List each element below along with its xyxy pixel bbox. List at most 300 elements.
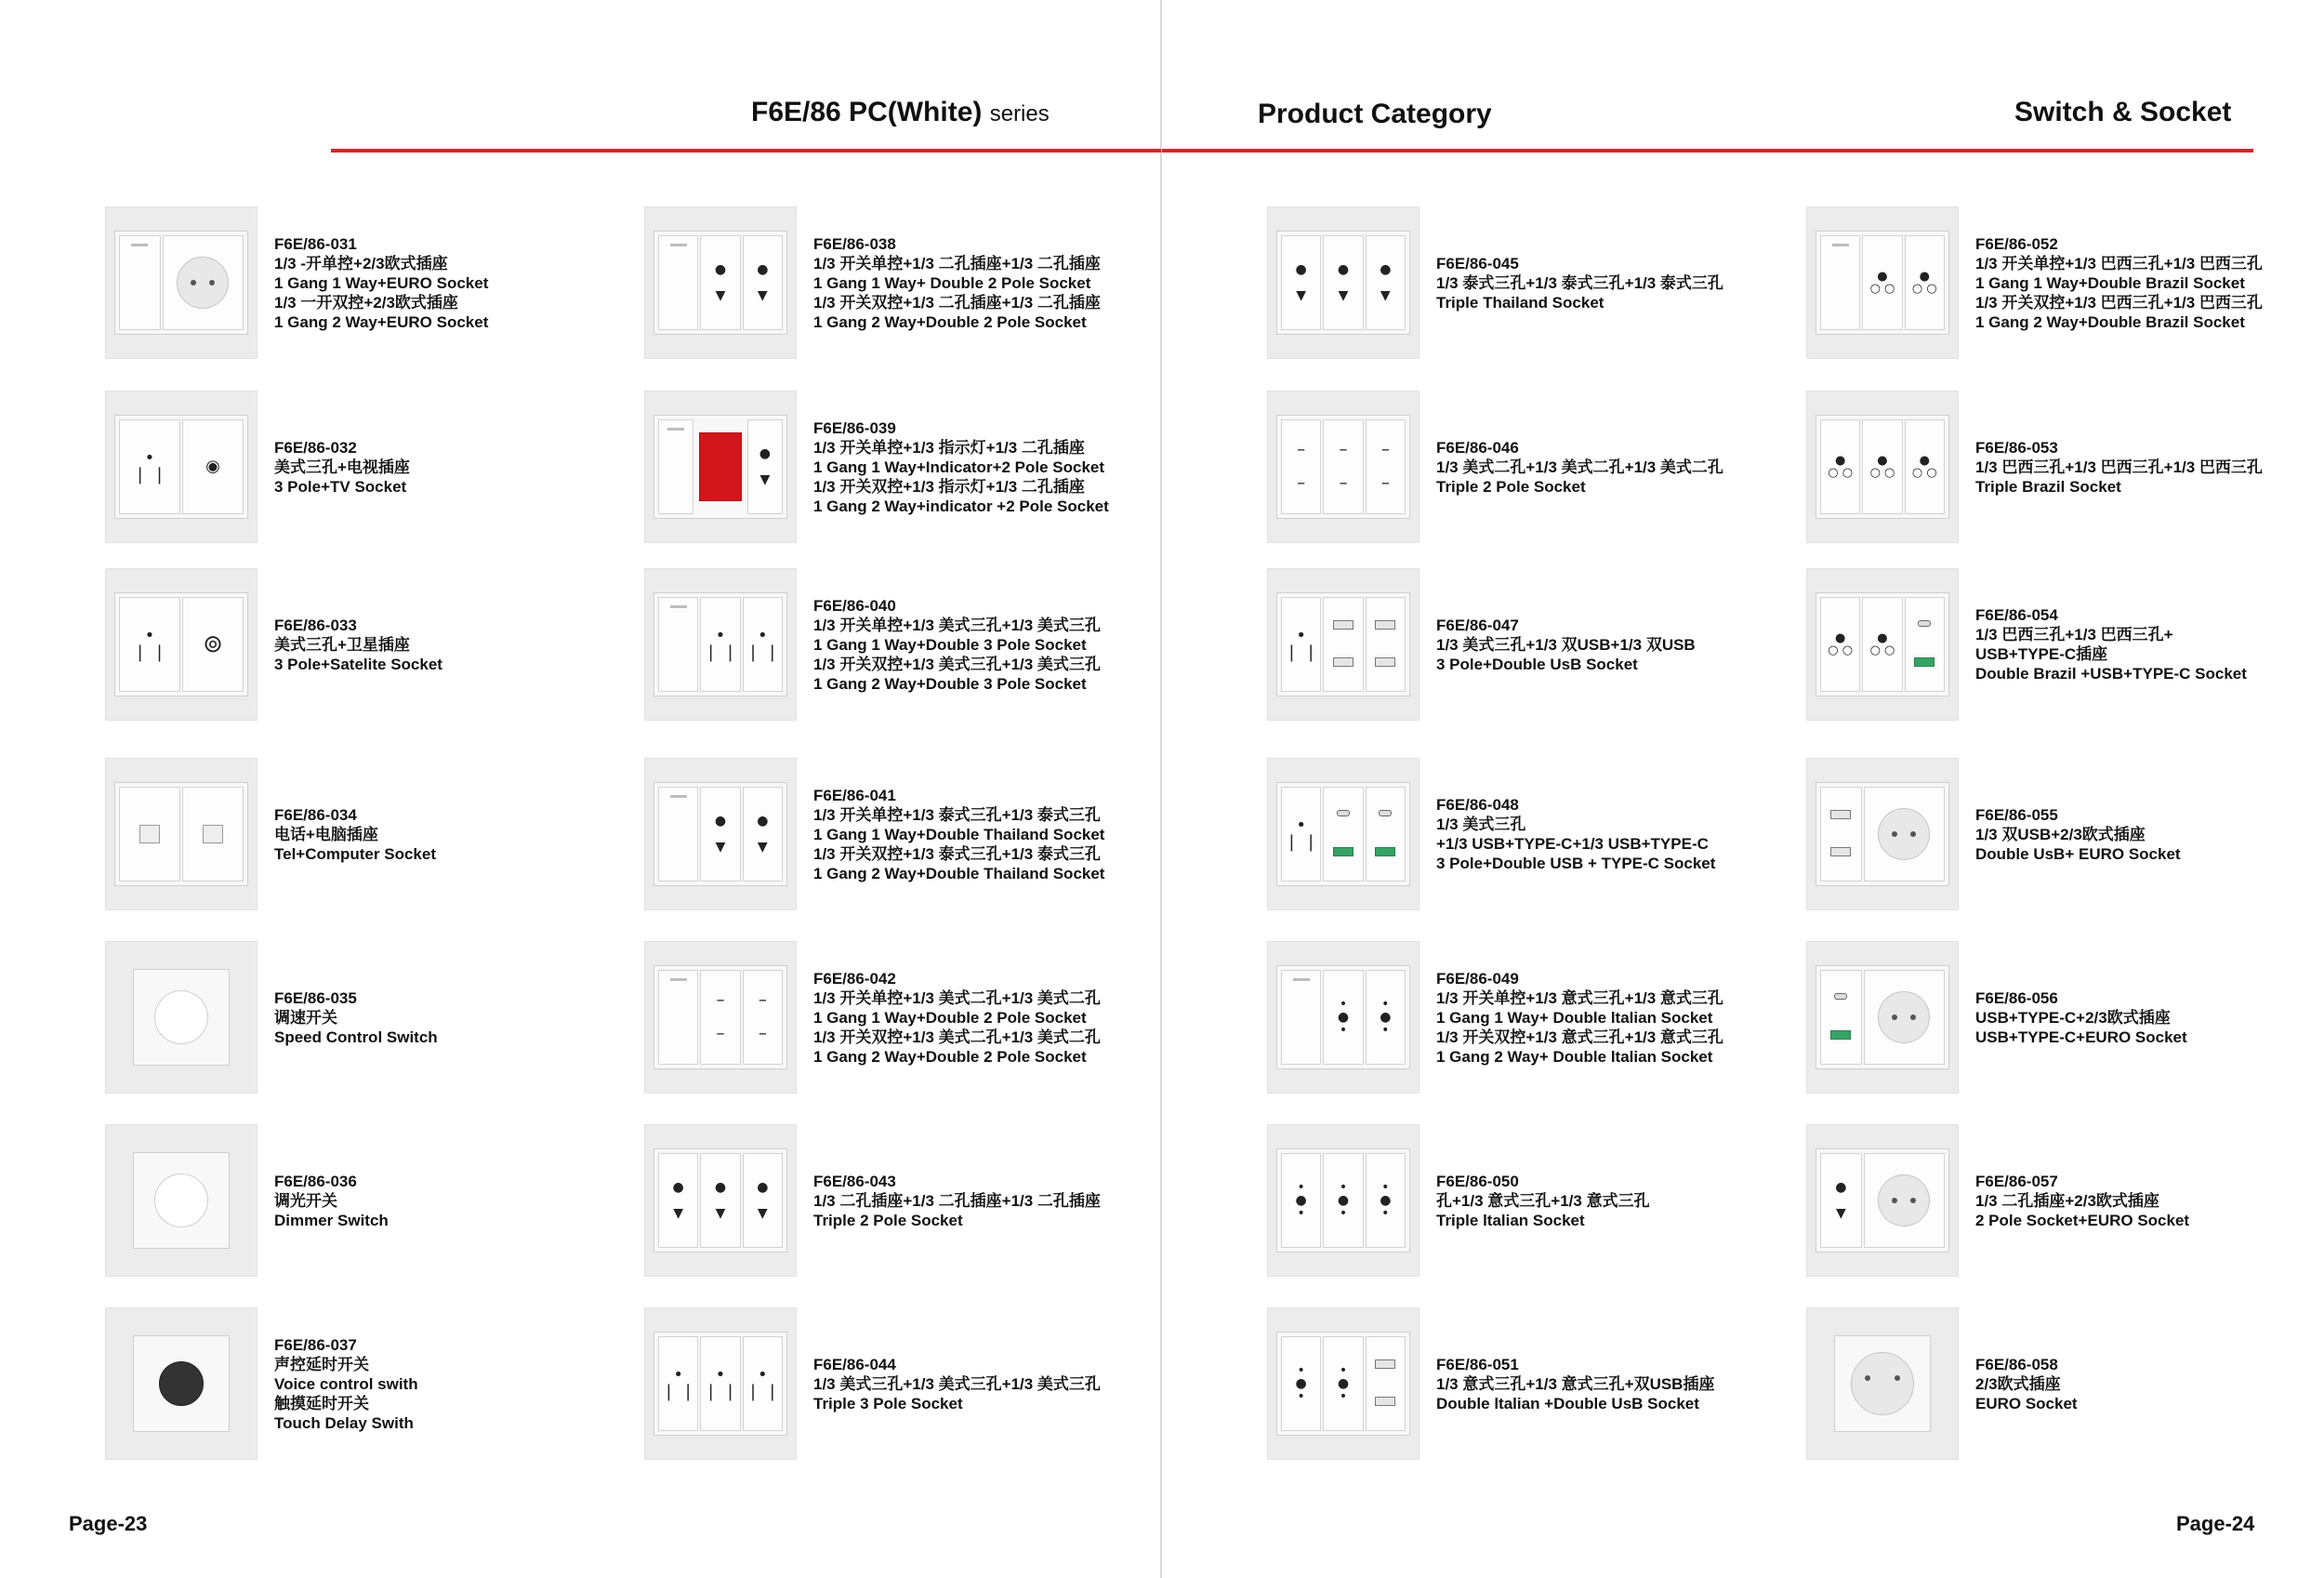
brazil-socket [1820, 419, 1860, 514]
product-item [1806, 206, 2324, 359]
wall-plate [654, 965, 787, 1069]
page-number-right: Page-24 [2176, 1512, 2255, 1535]
thailand-socket-icon: ● ▼ [1295, 262, 1307, 303]
product-spec-line: 1 Gang 2 Way+Double 3 Pole Socket [813, 674, 1087, 693]
product-spec-line: 1 Gang 1 Way+Double 3 Pole Socket [813, 635, 1087, 654]
brazil-socket [1905, 419, 1945, 514]
brazil-socket-icon: ● ○ ○ [1869, 270, 1895, 296]
italian-socket [1366, 970, 1406, 1065]
product-photo [1806, 941, 1959, 1094]
product-item [1267, 1307, 1806, 1460]
tv-socket-icon: ◉ [205, 457, 220, 476]
product-spec-line: Double ltalian +Double UsB Socket [1436, 1394, 1699, 1412]
product-item [105, 391, 644, 543]
us-3-pole-icon: • ❘ ❘ [661, 1365, 695, 1401]
product-item [644, 1124, 1183, 1277]
thailand-socket [743, 787, 783, 882]
rocker-switch [119, 235, 161, 330]
wall-plate [654, 1332, 787, 1436]
wall-plate [1816, 782, 1949, 886]
italian-socket [1366, 1153, 1406, 1248]
usb-port-icon [1375, 620, 1395, 630]
product-spec-line: Triple Thailand Socket [1436, 293, 1604, 312]
product-item [105, 206, 644, 359]
wall-plate [114, 231, 248, 335]
italian-socket-icon: • ● • [1295, 1363, 1307, 1404]
wall-plate [1816, 592, 1949, 696]
wall-plate [1816, 1148, 1949, 1253]
product-item [1806, 1124, 2324, 1277]
usb-port-icon [1333, 657, 1353, 667]
italian-socket [1323, 1336, 1363, 1431]
rocker-switch [658, 787, 698, 882]
product-description [1975, 941, 2187, 1094]
product-description [1975, 758, 2181, 910]
product-code: F6E/86-042 [813, 969, 896, 988]
wall-plate [114, 415, 248, 519]
italian-socket-icon: • ● • [1337, 1180, 1350, 1221]
product-item [1267, 391, 1806, 543]
product-photo [644, 941, 797, 1094]
product-description [1436, 758, 1715, 910]
wall-plate [1816, 965, 1949, 1069]
usb-typec-module [1323, 787, 1363, 882]
thailand-socket [747, 419, 783, 514]
product-description [274, 391, 410, 543]
italian-socket [1281, 1153, 1321, 1248]
product-spec-line: 1/3 开关双控+1/3 美式二孔+1/3 美式二孔 [813, 1028, 1101, 1046]
italian-socket [1281, 1336, 1321, 1431]
product-description [274, 1307, 418, 1460]
product-photo [1806, 1124, 1959, 1277]
product-spec-line: +1/3 USB+TYPE-C+1/3 USB+TYPE-C [1436, 835, 1709, 853]
product-spec-line: 美式三孔+电视插座 [274, 457, 410, 476]
thailand-socket-icon: ● ▼ [1337, 262, 1350, 303]
rotary-knob-icon [154, 990, 208, 1044]
product-description [813, 758, 1104, 910]
italian-socket-icon: • ● • [1380, 997, 1392, 1038]
wall-plate [654, 592, 787, 696]
rocker-switch [658, 597, 698, 692]
product-spec-line: 触摸延时开关 [274, 1394, 369, 1412]
rocker-switch [658, 970, 698, 1065]
product-photo [1806, 1307, 1959, 1460]
italian-socket-icon: • ● • [1295, 1180, 1307, 1221]
product-spec-line: USB+TYPE-C插座 [1975, 645, 2108, 663]
product-spec-line: 1 Gang 2 Way+Double 2 Pole Socket [813, 1047, 1087, 1066]
product-spec-line: 3 Pole+Double UsB Socket [1436, 655, 1638, 673]
product-item [1806, 568, 2324, 721]
us-2-pole-icon: – – [1339, 440, 1348, 493]
thailand-socket-icon: ● ▼ [1380, 262, 1392, 303]
product-code: F6E/86-034 [274, 805, 357, 824]
thailand-socket-icon: ● ▼ [757, 262, 769, 303]
product-description [813, 391, 1109, 543]
product-code: F6E/86-041 [813, 786, 896, 804]
product-photo [1267, 206, 1419, 359]
thailand-socket [1323, 235, 1363, 330]
product-code: F6E/86-054 [1975, 606, 2058, 624]
product-code: F6E/86-047 [1436, 616, 1519, 634]
series-title-text: F6E/86 PC(White) [751, 97, 983, 127]
rocker-switch [1281, 970, 1321, 1065]
usb-typec-module [1366, 787, 1406, 882]
thailand-socket [700, 235, 740, 330]
product-item [105, 1307, 644, 1460]
product-description [1975, 568, 2247, 721]
product-spec-line: Dimmer Switch [274, 1211, 389, 1229]
product-spec-line: 3 Pole+Satelite Socket [274, 655, 442, 673]
us-2-pole-socket [743, 970, 783, 1065]
product-spec-line: 1/3 美式三孔 [1436, 816, 1526, 833]
product-spec-line: 1 Gang 2 Way+EURO Socket [274, 312, 489, 331]
product-code: F6E/86-058 [1975, 1355, 2058, 1373]
product-spec-line: 1 Gang 1 Way+ Double ltalian Socket [1436, 1008, 1713, 1027]
rotary-knob-icon [154, 1174, 208, 1227]
switch-socket-title: Switch & Socket [2014, 97, 2232, 127]
us-3-pole-icon: • ❘ ❘ [1284, 816, 1318, 852]
thailand-socket [1281, 235, 1321, 330]
us-2-pole-icon: – – [758, 990, 767, 1043]
us-2-pole-socket [1323, 419, 1363, 514]
product-spec-line: 1/3 开关单控+1/3 指示灯+1/3 二孔插座 [813, 438, 1085, 457]
tv-socket [182, 419, 244, 514]
product-photo [644, 1307, 797, 1460]
product-spec-line: 1/3 开关双控+1/3 泰式三孔+1/3 泰式三孔 [813, 844, 1101, 863]
product-description [813, 941, 1101, 1094]
us-3-pole-socket [119, 597, 180, 692]
thailand-socket [658, 1153, 698, 1248]
italian-socket [1323, 970, 1363, 1065]
rocker-switch [658, 235, 698, 330]
thailand-socket [700, 1153, 740, 1248]
product-spec-line: 1/3 巴西三孔+1/3 巴西三孔+1/3 巴西三孔 [1975, 457, 2263, 476]
wall-plate [133, 969, 230, 1066]
product-spec-line: 1/3 二孔插座+2/3欧式插座 [1975, 1191, 2159, 1210]
product-description [274, 568, 442, 721]
italian-socket-icon: • ● • [1337, 997, 1350, 1038]
thailand-socket [743, 235, 783, 330]
product-spec-line: EURO Socket [1975, 1394, 2078, 1412]
product-item [644, 568, 1183, 721]
us-3-pole-socket [658, 1336, 698, 1431]
product-photo [105, 568, 257, 721]
product-photo [105, 391, 257, 543]
product-spec-line: Speed Control Switch [274, 1028, 438, 1046]
product-spec-line: Triple 2 Pole Socket [813, 1211, 963, 1229]
product-spec-line: 2 Pole Socket+EURO Socket [1975, 1211, 2190, 1229]
product-spec-line: Double Brazil +USB+TYPE-C Socket [1975, 665, 2247, 683]
double-usb-module [1820, 787, 1862, 882]
product-photo [105, 941, 257, 1094]
brazil-socket-icon: ● ○ ○ [1869, 454, 1895, 480]
product-description [1436, 1124, 1650, 1277]
product-description [274, 941, 438, 1094]
product-code: F6E/86-051 [1436, 1355, 1519, 1373]
product-spec-line: 1/3 开关单控+1/3 泰式三孔+1/3 泰式三孔 [813, 805, 1101, 824]
euro-socket-icon [177, 257, 229, 309]
product-code: F6E/86-037 [274, 1335, 357, 1354]
product-spec-line: 1/3 -开单控+2/3欧式插座 [274, 254, 448, 272]
data-socket [119, 787, 180, 882]
product-description [274, 758, 436, 910]
usb-port-icon [1914, 657, 1934, 667]
product-spec-line: 1/3 开关双控+1/3 美式三孔+1/3 美式三孔 [813, 655, 1101, 673]
product-photo [644, 568, 797, 721]
product-spec-line: 声控延时开关 [274, 1355, 369, 1373]
brazil-socket-icon: ● ○ ○ [1911, 270, 1937, 296]
product-code: F6E/86-052 [1975, 234, 2058, 253]
product-spec-line: Touch Delay Swith [274, 1413, 414, 1432]
page-number-left: Page-23 [69, 1512, 148, 1535]
product-spec-line: 1/3 泰式三孔+1/3 泰式三孔+1/3 泰式三孔 [1436, 273, 1723, 292]
usb-port-icon [1333, 620, 1353, 630]
product-spec-line: 调光开关 [274, 1191, 337, 1210]
product-code: F6E/86-043 [813, 1172, 896, 1190]
type-c-port-icon [1379, 810, 1392, 816]
touch-button-icon [159, 1361, 204, 1406]
product-photo [105, 758, 257, 910]
product-item [1806, 758, 2324, 910]
product-spec-line: 1/3 开关单控+1/3 二孔插座+1/3 二孔插座 [813, 254, 1101, 272]
euro-socket [163, 235, 244, 330]
wall-plate [1834, 1335, 1931, 1432]
product-photo [1806, 206, 1959, 359]
satellite-socket [182, 597, 244, 692]
double-usb-module [1366, 597, 1406, 692]
product-code: F6E/86-036 [274, 1172, 357, 1190]
product-code: F6E/86-040 [813, 596, 896, 615]
product-description [1436, 1307, 1714, 1460]
us-3-pole-socket [700, 597, 740, 692]
product-code: F6E/86-039 [813, 418, 896, 437]
euro-socket [1864, 787, 1945, 882]
product-spec-line: 1/3 开关单控+1/3 意式三孔+1/3 意式三孔 [1436, 988, 1723, 1007]
euro-socket-icon [1878, 808, 1930, 860]
product-description [1975, 1124, 2189, 1277]
us-2-pole-icon: – – [1297, 440, 1306, 493]
us-3-pole-icon: • ❘ ❘ [704, 626, 737, 662]
product-code: F6E/86-053 [1975, 438, 2058, 457]
product-description [813, 1124, 1101, 1277]
thailand-socket-icon: ● ▼ [672, 1180, 684, 1221]
product-item [1267, 568, 1806, 721]
brazil-socket-icon: ● ○ ○ [1828, 631, 1854, 657]
thailand-socket [1366, 235, 1406, 330]
product-photo [1806, 391, 1959, 543]
product-photo [1267, 1124, 1419, 1277]
rocker-switch [1820, 235, 1860, 330]
product-spec-line: 1 Gang 1 Way+ Double 2 Pole Socket [813, 273, 1091, 292]
product-code: F6E/86-031 [274, 234, 357, 253]
italian-socket [1323, 1153, 1363, 1248]
product-item [105, 941, 644, 1094]
product-spec-line: 1 Gang 2 Way+Double 2 Pole Socket [813, 312, 1087, 331]
product-spec-line: 1/3 一开双控+2/3欧式插座 [274, 293, 458, 312]
wall-plate [654, 415, 787, 519]
product-spec-line: 1/3 意式三孔+1/3 意式三孔+双USB插座 [1436, 1374, 1715, 1393]
series-title [751, 97, 1050, 128]
euro-socket [1864, 1153, 1945, 1248]
product-code: F6E/86-056 [1975, 988, 2058, 1007]
type-c-port-icon [1834, 993, 1847, 1000]
product-item [1806, 941, 2324, 1094]
product-photo [644, 206, 797, 359]
brazil-socket-icon: ● ○ ○ [1911, 454, 1937, 480]
usb-port-icon [1830, 1030, 1851, 1040]
product-spec-line: 美式三孔+卫星插座 [274, 635, 410, 654]
product-spec-line: 1/3 美式三孔+1/3 美式三孔+1/3 美式三孔 [813, 1374, 1101, 1393]
usb-port-icon [1375, 1397, 1395, 1406]
product-description [1436, 568, 1696, 721]
product-photo [1267, 758, 1419, 910]
brazil-socket-icon: ● ○ ○ [1828, 454, 1854, 480]
product-item [644, 941, 1183, 1094]
product-item [644, 758, 1183, 910]
italian-socket-icon: • ● • [1337, 1363, 1350, 1404]
usb-port-icon [1830, 847, 1851, 856]
product-code: F6E/86-038 [813, 234, 896, 253]
product-description [1975, 1307, 2078, 1460]
product-spec-line: 1/3 巴西三孔+1/3 巴西三孔+ [1975, 626, 2173, 643]
product-photo [644, 758, 797, 910]
product-item [1267, 1124, 1806, 1277]
product-photo [105, 1124, 257, 1277]
wall-plate [654, 231, 787, 335]
product-photo [1267, 391, 1419, 543]
thailand-socket-icon: ● ▼ [714, 1180, 727, 1221]
product-description [813, 568, 1101, 721]
wall-plate [654, 1148, 787, 1253]
product-spec-line: 3 Pole+Double USB + TYPE-C Socket [1436, 855, 1716, 872]
product-code: F6E/86-048 [1436, 796, 1519, 814]
thailand-socket-icon: ● ▼ [1835, 1180, 1847, 1221]
product-spec-line: Double UsB+ EURO Socket [1975, 844, 2181, 863]
us-3-pole-icon: • ❘ ❘ [746, 1365, 780, 1401]
thailand-socket [700, 787, 740, 882]
product-description [1975, 206, 2263, 359]
brazil-socket [1820, 597, 1860, 692]
us-3-pole-socket [700, 1336, 740, 1431]
product-spec-line: 1/3 开关双控+1/3 二孔插座+1/3 二孔插座 [813, 293, 1101, 312]
us-3-pole-socket [1281, 597, 1321, 692]
product-photo [1806, 758, 1959, 910]
satellite-socket-icon: ⊚ [203, 630, 223, 658]
wall-plate [1276, 965, 1410, 1069]
product-spec-line: 1/3 开关双控+1/3 指示灯+1/3 二孔插座 [813, 477, 1085, 496]
usb-typec-module [1820, 970, 1862, 1065]
product-spec-line: 1/3 美式三孔+1/3 双USB+1/3 双USB [1436, 635, 1696, 654]
usb-port-icon [1375, 1359, 1395, 1369]
product-spec-line: 2/3欧式插座 [1975, 1374, 2061, 1393]
us-2-pole-socket [1281, 419, 1321, 514]
product-spec-line: Tel+Computer Socket [274, 844, 436, 863]
product-code: F6E/86-046 [1436, 438, 1519, 457]
euro-socket-icon [1851, 1352, 1914, 1415]
product-spec-line: 1 Gang 1 Way+Double 2 Pole Socket [813, 1008, 1087, 1027]
wall-plate [114, 592, 248, 696]
type-c-port-icon [1337, 810, 1350, 816]
product-item [1267, 206, 1806, 359]
product-item [1267, 758, 1806, 910]
wall-plate [1276, 1332, 1410, 1436]
product-spec-line: Triple ltalian Socket [1436, 1211, 1585, 1229]
product-code: F6E/86-033 [274, 616, 357, 634]
wall-plate [133, 1152, 230, 1249]
usb-port-icon [1333, 847, 1353, 856]
thailand-socket-icon: ● ▼ [757, 1180, 769, 1221]
product-photo [1806, 568, 1959, 721]
product-spec-line: USB+TYPE-C+2/3欧式插座 [1975, 1008, 2171, 1027]
product-item [1267, 941, 1806, 1094]
usb-typec-module [1905, 597, 1945, 692]
us-3-pole-icon: • ❘ ❘ [133, 448, 166, 484]
us-3-pole-icon: • ❘ ❘ [133, 626, 166, 662]
header-rule-right [1162, 149, 2253, 152]
thailand-socket [743, 1153, 783, 1248]
wall-plate [133, 1335, 230, 1432]
product-photo [644, 1124, 797, 1277]
product-description [1436, 206, 1723, 359]
usb-port-icon [1375, 847, 1395, 856]
brazil-socket [1862, 597, 1902, 692]
data-socket [182, 787, 244, 882]
euro-socket-icon [1878, 1174, 1930, 1227]
thailand-socket [1820, 1153, 1862, 1248]
us-2-pole-icon: – – [1380, 440, 1390, 493]
product-code: F6E/86-035 [274, 988, 357, 1007]
product-photo [1267, 1307, 1419, 1460]
product-code: F6E/86-045 [1436, 254, 1519, 272]
product-spec-line: 1 Gang 2 Way+Double Brazil Socket [1975, 312, 2245, 331]
wall-plate [1276, 1148, 1410, 1253]
usb-port-icon [1375, 657, 1395, 667]
category-title: Product Category [1258, 99, 1492, 129]
wall-plate [1276, 592, 1410, 696]
indicator-light [699, 432, 742, 501]
type-c-port-icon [1918, 620, 1931, 627]
product-description [274, 1124, 389, 1277]
product-description [1436, 391, 1723, 543]
usb-port-icon [1830, 810, 1851, 819]
product-spec-line: 1/3 开关单控+1/3 巴西三孔+1/3 巴西三孔 [1975, 254, 2263, 272]
product-item [1806, 1307, 2324, 1460]
product-spec-line: 1/3 开关单控+1/3 美式二孔+1/3 美式二孔 [813, 988, 1101, 1007]
rj45-port-icon [203, 825, 223, 843]
product-code: F6E/86-032 [274, 438, 357, 457]
us-2-pole-socket [700, 970, 740, 1065]
product-item [644, 391, 1183, 543]
product-spec-line: 1 Gang 2 Way+indicator +2 Pole Socket [813, 497, 1109, 515]
product-spec-line: 1 Gang 2 Way+Double Thailand Socket [813, 864, 1105, 882]
brazil-socket [1905, 235, 1945, 330]
wall-plate [1276, 231, 1410, 335]
rocker-switch [658, 419, 693, 514]
us-3-pole-icon: • ❘ ❘ [1284, 626, 1318, 662]
wall-plate [1816, 415, 1949, 519]
product-spec-line: Triple 2 Pole Socket [1436, 477, 1586, 496]
product-code: F6E/86-055 [1975, 805, 2058, 824]
product-spec-line: 1/3 开关单控+1/3 美式三孔+1/3 美式三孔 [813, 616, 1101, 634]
wall-plate [1816, 231, 1949, 335]
brazil-socket [1862, 235, 1902, 330]
product-item [105, 1124, 644, 1277]
product-spec-line: 调速开关 [274, 1008, 337, 1027]
product-item [1806, 391, 2324, 543]
us-2-pole-icon: – – [716, 990, 725, 1043]
product-spec-line: Triple 3 Pole Socket [813, 1394, 963, 1412]
wall-plate [114, 782, 248, 886]
